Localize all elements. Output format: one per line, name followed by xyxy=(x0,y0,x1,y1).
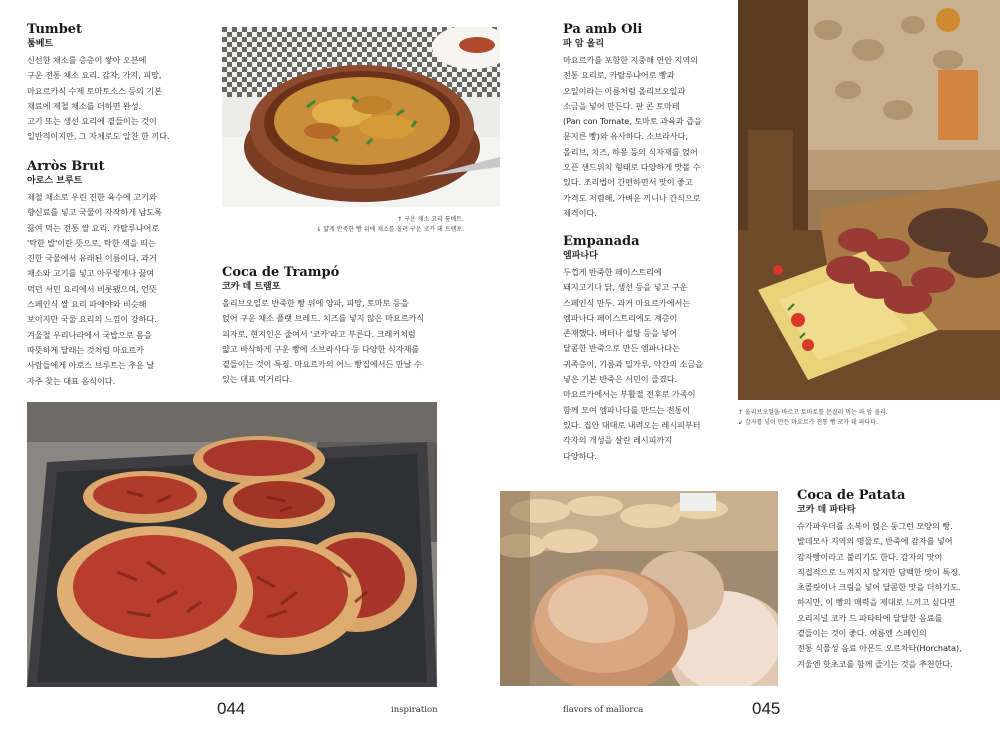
page-number-left: 044 xyxy=(217,699,246,718)
article-tumbet xyxy=(27,22,207,145)
article-title-ko: 엠파나다 xyxy=(563,251,598,261)
article-empanada xyxy=(563,234,733,464)
article-body: 마요르카를 포함한 지중해 연안 지역의 전통 요리로, 카탈루냐어로 빵과 오일이라는 이름처럼 올리브오일과 소금을 넣어 만든다. 판 콘 토마테 (Pan con Tomate, 토마토 과육과 즙을 문지른 빵)와 유사하다. 소브라사다, 올리브, 치즈, 하몽 등의 식자재를 얹어 오픈 샌드위치 형태로 다양하게 맛볼 수 있다. 조리법이 간편하면서 맛이 좋고 가격도 저렴해, 가벼운 끼니나 간식으로 제격이다. xyxy=(563,55,702,218)
article-body: 두껍게 반죽한 페이스트리에 돼지고기나 닭, 생선 등을 넣고 구운 스페인식 만두. 과거 마요르카에서는 엠파나다 페이스트리에도 계층이 존재했다. 버터나 설탕 등을 넣어 달콤한 반죽으로 만든 엠파나다는 귀족층이, 기름과 밀가루, 약간의 소금을 넣은 기본 반죽은 서민이 즐겼다. 마요르카에서는 부활절 전후로 가족이 함께 모여 엠파나다를 만드는 전통이 있다. 집안 대대로 내려오는 레시피부터 각자의 개성을 살린 레시피까지 다양하다. xyxy=(563,267,703,461)
article-title-en: Pa amb Oli xyxy=(563,22,643,37)
tumbet-photo xyxy=(222,27,500,207)
article-title-en: Coca de Patata xyxy=(797,488,906,503)
article-body: 신선한 채소를 층층이 쌓아 오븐에 구운 전통 채소 요리. 감자, 가지, 피망, 마요르카식 수제 토마토소스 등의 기본 재료에 제철 채소를 더하면 완성. 고기 또는 생선 요리에 곁들이는 것이 일반적이지만, 그 자체로도 알찬 한 끼다. xyxy=(27,55,170,142)
article-body: 올리브오일로 반죽한 빵 위에 양파, 피망, 토마토 등을 얹어 구운 채소 플랫 브레드. 치즈를 넣지 않은 마요르카식 피자로, 현지인은 줄여서 '코카'라고 부른다. 크래커처럼 얇고 바삭하게 구운 빵에 소브라사다 등 다양한 식자재를 곁들이는 것이 특징. 마요르카의 어느 빵집에서든 만날 수 있는 대표 먹거리다. xyxy=(222,298,425,385)
article-coca-de-trampo xyxy=(222,265,462,388)
article-title-en: Coca de Trampó xyxy=(222,265,340,280)
page-number-right: 045 xyxy=(752,699,781,718)
article-body: 제철 채소로 우린 진한 육수에 고기와 향신료를 넣고 국물이 자작하게 남도록 끓여 먹는 전통 쌀 요리. 카탈루냐어로 '탁한 밥'이란 뜻으로, 탁한 색을 띄는 진한 국물에서 유래된 이름이다. 과거 채소와 고기를 넣고 아무렇게나 끓여 먹던 서민 요리에서 비롯됐으며, 언뜻 스페인식 쌀 요리 파에야와 비슷해 보이지만 국물 요리의 느낌이 강하다. 겨울철 우리나라에서 국밥으로 몸을 따뜻하게 달래는 것처럼 마요르카 사람들에게 아로스 브루트는 추운 날 자주 찾는 대표 음식이다. xyxy=(27,192,162,386)
article-title-ko: 툼베트 xyxy=(27,39,54,49)
article-title-en: Empanada xyxy=(563,234,640,249)
article-title-ko: 코카 데 트램포 xyxy=(222,282,281,292)
article-title-ko: 파 암 올리 xyxy=(563,39,605,49)
article-title-en: Tumbet xyxy=(27,22,83,37)
footer-label-left: inspiration xyxy=(391,705,438,715)
left-photo-caption: ↑ 구운 채소 요리 툼베트. ↓ 얇게 반죽한 빵 위에 채소를 올려 구운 코카 데 트램포. xyxy=(316,216,464,233)
footer-label-right: flavors of mallorca xyxy=(563,705,644,715)
coca-de-trampo-photo xyxy=(27,402,437,687)
pa-amb-oli-photo xyxy=(738,0,1000,400)
right-photo-caption: ↑ 올리브오일을 바르고 토마토를 문질러 먹는 파 암 올리. ↙ 감자를 넣어 만든 마요르카 전통 빵 코카 데 파타타. xyxy=(738,409,888,426)
article-body: 슈가파우더를 소복이 얹은 둥그런 모양의 빵. 발데모사 지역의 명물로, 반죽에 감자를 넣어 감자빵이라고 불리기도 한다. 감자의 맛이 직접적으로 느껴지지 않지만 담백한 맛이 특징. 초콜릿이나 크림을 넣어 달콤한 맛을 더하기도. 하지만, 이 빵의 매력을 제대로 느끼고 싶다면 오리지널 코카 드 파타타에 달달한 음료를 곁들이는 것이 좋다. 여름엔 스페인의 전통 식물성 음료 아몬드 오르차타(Horchata), 겨울엔 핫초코를 함께 즐기는 것을 추천한다. xyxy=(797,521,962,669)
article-title-ko: 아로스 브루트 xyxy=(27,176,83,186)
article-title-ko: 코카 데 파타타 xyxy=(797,505,856,515)
article-pa-amb-oli xyxy=(563,22,733,221)
coca-de-patata-photo xyxy=(500,491,778,686)
article-coca-de-patata xyxy=(797,488,997,672)
article-arros-brut xyxy=(27,159,207,389)
article-title-en: Arròs Brut xyxy=(27,159,105,174)
